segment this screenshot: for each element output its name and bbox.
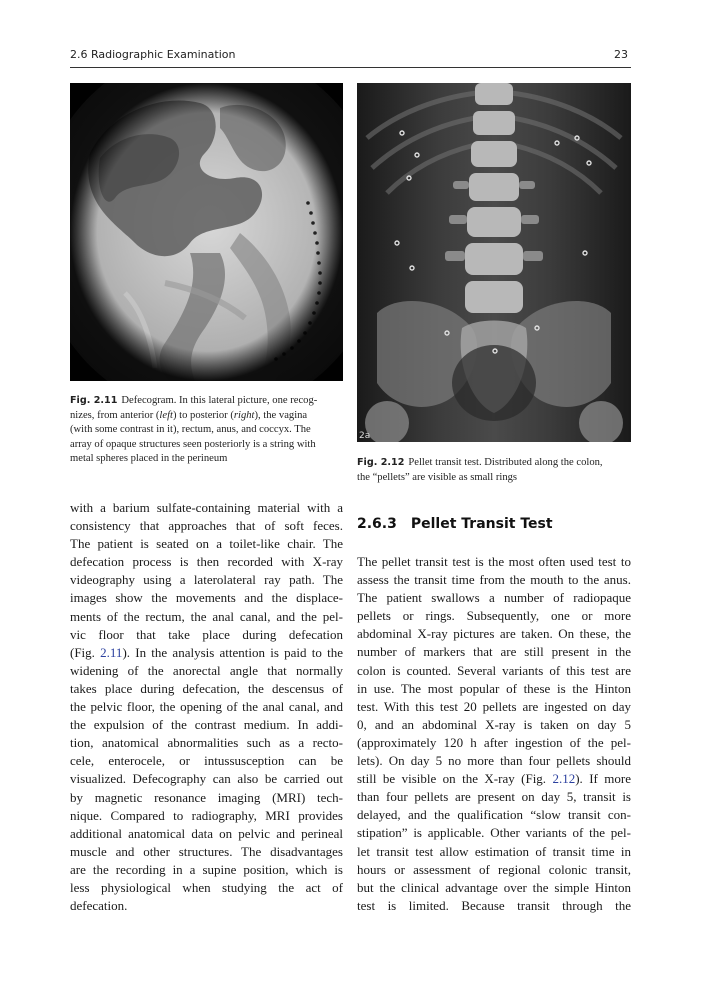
left-line-3: The patient is seated on a toilet-like chair. The xyxy=(70,536,343,552)
right-line-19: but the clinical advantage over the simple Hinton xyxy=(357,879,631,895)
figure-2-12-caption-line-1: Pellet transit test. Distributed along the colon, xyxy=(408,457,603,468)
pellet-transit-xray-image xyxy=(357,83,631,442)
left-line-9: (Fig. 2.11). In the analysis attention is paid to the xyxy=(70,644,343,660)
left-line-22: less physiological when studying the act of xyxy=(70,879,343,895)
left-line-13: the expulsion of the contrast medium. In addi- xyxy=(70,717,343,733)
left-column-text xyxy=(70,499,343,915)
figure-2-11-caption-line-5: metal spheres placed in the perineum xyxy=(70,453,228,464)
left-line-21: are the recording in a supine position, which is xyxy=(70,861,343,877)
right-line-13: still be visible on the X-ray (Fig. 2.12). If more xyxy=(357,771,631,787)
figure-2-12-label: Fig. 2.12 xyxy=(357,457,405,468)
right-line-6: number of markers that are still present in the xyxy=(357,644,631,660)
right-line-3: The patient swallows a number of radiopaque xyxy=(357,590,631,606)
figure-2-11-caption xyxy=(70,394,343,467)
left-line-10: widening of the anorectal angle that normally xyxy=(70,662,343,678)
right-line-20: test is limited. Because transit through the xyxy=(357,897,631,913)
left-line-1: with a barium sulfate-containing material with a xyxy=(70,500,343,515)
left-line-2: consistency that approaches that of soft feces. xyxy=(70,518,343,534)
left-line-5: videography using a laterolateral ray path. The xyxy=(70,572,343,588)
right-line-10: 0, and an abdominal X-ray is taken on day 5 xyxy=(357,716,631,732)
right-line-14: than four pellets are present on day 5, transit is xyxy=(357,789,631,805)
right-line-7: colon is counted. Several variants of this test are xyxy=(357,662,631,678)
left-line-16: visualized. Defecography can also be carried out xyxy=(70,771,343,787)
right-line-15: delayed, and the qualification “slow transit con- xyxy=(357,807,631,823)
figure-2-12-caption xyxy=(357,456,633,485)
right-line-18: hours or assessment of regional colonic transit, xyxy=(357,861,631,877)
figure-2-11-caption-line-4: array of opaque structures seen posteriorly is a string with xyxy=(70,438,316,450)
page-number: 23 xyxy=(614,48,628,61)
figure-2-12-caption-line-2: the “pellets” are visible as small rings xyxy=(357,471,518,483)
left-line-15: cele, enterocele, or intussusception can be xyxy=(70,753,343,769)
figure-2-11-caption-line-1: Defecogram. In this lateral picture, one recog- xyxy=(121,395,318,406)
left-line-12: the pelvic floor, the opening of the anal canal, and xyxy=(70,699,343,715)
right-line-5: abdominal X-ray pictures are taken. On these, the xyxy=(357,626,631,642)
section-number: 2.6.3 xyxy=(357,516,397,532)
section-heading xyxy=(357,516,553,532)
right-line-8: in use. The most popular of these is the Hinton xyxy=(357,680,631,696)
right-line-16: stipation” is applicable. Other variants of the pel- xyxy=(357,825,631,841)
left-line-20: muscle and other structures. The disadvantages xyxy=(70,843,343,859)
left-line-17: by magnetic resonance imaging (MRI) tech- xyxy=(70,789,343,805)
left-line-6: images show the movements and the displace- xyxy=(70,590,343,606)
header-rule xyxy=(70,67,631,68)
right-line-4: pellets or rings. Subsequently, one or more xyxy=(357,608,631,624)
right-line-11: (approximately 120 h after ingestion of the pel- xyxy=(357,734,631,750)
right-line-17: let transit test allow estimation of transit time in xyxy=(357,843,631,859)
right-line-1: The pellet transit test is the most often used test to xyxy=(357,554,631,569)
left-line-11: takes place during defecation, the descensus of xyxy=(70,680,343,696)
right-line-12: lets). On day 5 no more than four pellets should xyxy=(357,753,631,769)
right-line-2: assess the transit time from the mouth to the anus. xyxy=(357,572,631,588)
left-line-4: defecation process is then recorded with X-ray xyxy=(70,554,343,570)
figure-marker-label: 2a xyxy=(359,431,371,441)
figure-2-11-caption-line-2: nizes, from anterior (left) to posterior (right), the vagina xyxy=(70,409,308,421)
left-line-7: ments of the rectum, the anal canal, and the pel- xyxy=(70,608,343,624)
section-title: Pellet Transit Test xyxy=(410,516,553,532)
left-line-14: tion, anatomical abnormalities such as a recto- xyxy=(70,735,343,751)
defecogram-image xyxy=(70,83,343,381)
left-line-18: nique. Compared to radiography, MRI provides xyxy=(70,807,343,823)
figure-2-11-label: Fig. 2.11 xyxy=(70,395,118,406)
right-line-9: test. With this test 20 pellets are ingested on day xyxy=(357,698,631,714)
right-column-text xyxy=(357,553,631,915)
running-header-section: 2.6 Radiographic Examination xyxy=(70,48,236,61)
figure-2-11-caption-line-3: (with some contrast in it), rectum, anus, and coccyx. The xyxy=(70,424,311,435)
left-line-23: defecation. xyxy=(70,898,128,914)
left-line-8: vic floor that take place during defecation xyxy=(70,626,343,642)
left-line-19: additional anatomical data on pelvic and perineal xyxy=(70,825,343,841)
